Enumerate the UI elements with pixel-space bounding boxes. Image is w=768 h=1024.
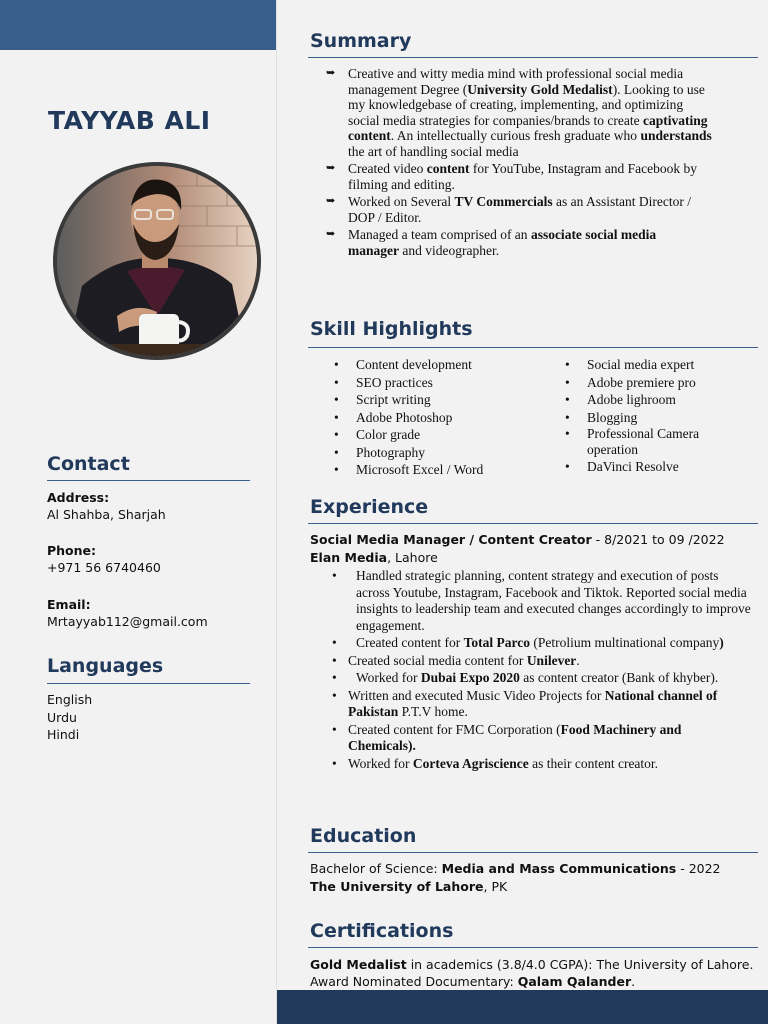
language-item: Hindi (47, 727, 80, 742)
skills-heading: Skill Highlights (310, 318, 473, 340)
summary-item: ➥ Worked on Several TV Commercials as an Assistant Director / DOP / Editor. (326, 194, 691, 225)
company-line (310, 550, 438, 565)
job-role: Social Media Manager / Content Creator (310, 532, 592, 547)
candidate-name: TAYYAB ALI (48, 106, 211, 135)
skills-list-right (561, 356, 741, 476)
skills-rule (308, 347, 758, 348)
arrow-bullet-icon: ➥ (326, 162, 336, 174)
profile-photo-icon (57, 166, 257, 356)
education-rule (308, 852, 758, 853)
experience-item: • Created content for Total Parco (Petrolium multinational company) (326, 635, 751, 652)
experience-item: • Handled strategic planning, content strategy and execution of posts across Youtube, Instagram, Facebook and Tiktok. Reported social media insights to leadership team and executed changes accordingly to improve engagement. (326, 568, 751, 634)
school-line: The University of Lahore, PK (310, 879, 508, 894)
summary-list (326, 66, 716, 260)
skill-item: • Social media expert (561, 356, 741, 374)
job-title-line (310, 532, 725, 547)
skill-item: • SEO practices (330, 374, 550, 392)
languages-rule (47, 683, 250, 684)
certification-line: Award Nominated Documentary: Qalam Qalander. (310, 974, 636, 989)
contact-heading: Contact (47, 453, 130, 475)
summary-item: ➥ Creative and witty media mind with professional social media management Degree (University Gold Medalist). Looking to use my knowledgebase of creating, implementing, and optimizing social media strategies for companies/brands to create captivating content. An intellectually curious fresh graduate who understands the art of handling social media (326, 66, 712, 159)
experience-list (326, 568, 751, 773)
certification-line: Gold Medalist in academics (3.8/4.0 CGPA): The University of Lahore. (310, 957, 754, 972)
email-value[interactable]: Mrtayyab112@gmail.com (47, 614, 208, 629)
degree-line: Bachelor of Science: Media and Mass Communications - 2022 (310, 861, 721, 876)
email-label: Email: (47, 597, 91, 612)
skill-item: • Blogging (561, 409, 741, 427)
phone-value: +971 56 6740460 (47, 560, 161, 575)
experience-item: • Created content for FMC Corporation (Food Machinery and Chemicals). (326, 722, 751, 755)
address-value: Al Shahba, Sharjah (47, 507, 166, 522)
top-accent-bar (0, 0, 276, 50)
experience-heading: Experience (310, 496, 429, 518)
arrow-bullet-icon: ➥ (326, 195, 336, 207)
job-dates: - 8/2021 to 09 /2022 (591, 532, 725, 547)
arrow-bullet-icon: ➥ (326, 67, 336, 79)
summary-item: ➥ Managed a team comprised of an associate social media manager and videographer. (326, 227, 657, 258)
summary-rule (308, 57, 758, 58)
skill-item: • Photography (330, 444, 550, 462)
experience-item: • Worked for Dubai Expo 2020 as content creator (Bank of khyber). (326, 670, 751, 687)
contact-rule (47, 480, 250, 481)
skill-item: • DaVinci Resolve (561, 458, 741, 476)
experience-item: • Created social media content for Unilever. (326, 653, 751, 670)
column-divider (276, 0, 277, 1024)
language-item: English (47, 692, 93, 707)
skill-item: • Adobe lighroom (561, 391, 741, 409)
skill-item: • Adobe Photoshop (330, 409, 550, 427)
arrow-bullet-icon: ➥ (326, 228, 336, 240)
summary-heading: Summary (310, 30, 412, 52)
skill-item: • Script writing (330, 391, 550, 409)
skill-item: • Adobe premiere pro (561, 374, 741, 392)
skill-item: • Color grade (330, 426, 550, 444)
languages-heading: Languages (47, 655, 164, 677)
education-heading: Education (310, 825, 417, 847)
certifications-heading: Certifications (310, 920, 454, 942)
bottom-accent-bar (277, 990, 768, 1024)
skills-list-left (330, 356, 550, 479)
certifications-rule (308, 947, 758, 948)
company-location: , Lahore (387, 550, 438, 565)
language-item: Urdu (47, 710, 77, 725)
skill-item: • Professional Camera operation (561, 426, 741, 458)
profile-photo (53, 162, 261, 360)
experience-item: • Worked for Corteva Agriscience as their content creator. (326, 756, 751, 773)
summary-item: ➥ Created video content for YouTube, Instagram and Facebook by filming and editing. (326, 161, 697, 192)
phone-label: Phone: (47, 543, 97, 558)
experience-rule (308, 523, 758, 524)
skill-item: • Content development (330, 356, 550, 374)
experience-item: • Written and executed Music Video Projects for National channel of Pakistan P.T.V home. (326, 688, 751, 721)
skill-item: • Microsoft Excel / Word (330, 461, 550, 479)
company-name: Elan Media (310, 550, 388, 565)
address-label: Address: (47, 490, 110, 505)
